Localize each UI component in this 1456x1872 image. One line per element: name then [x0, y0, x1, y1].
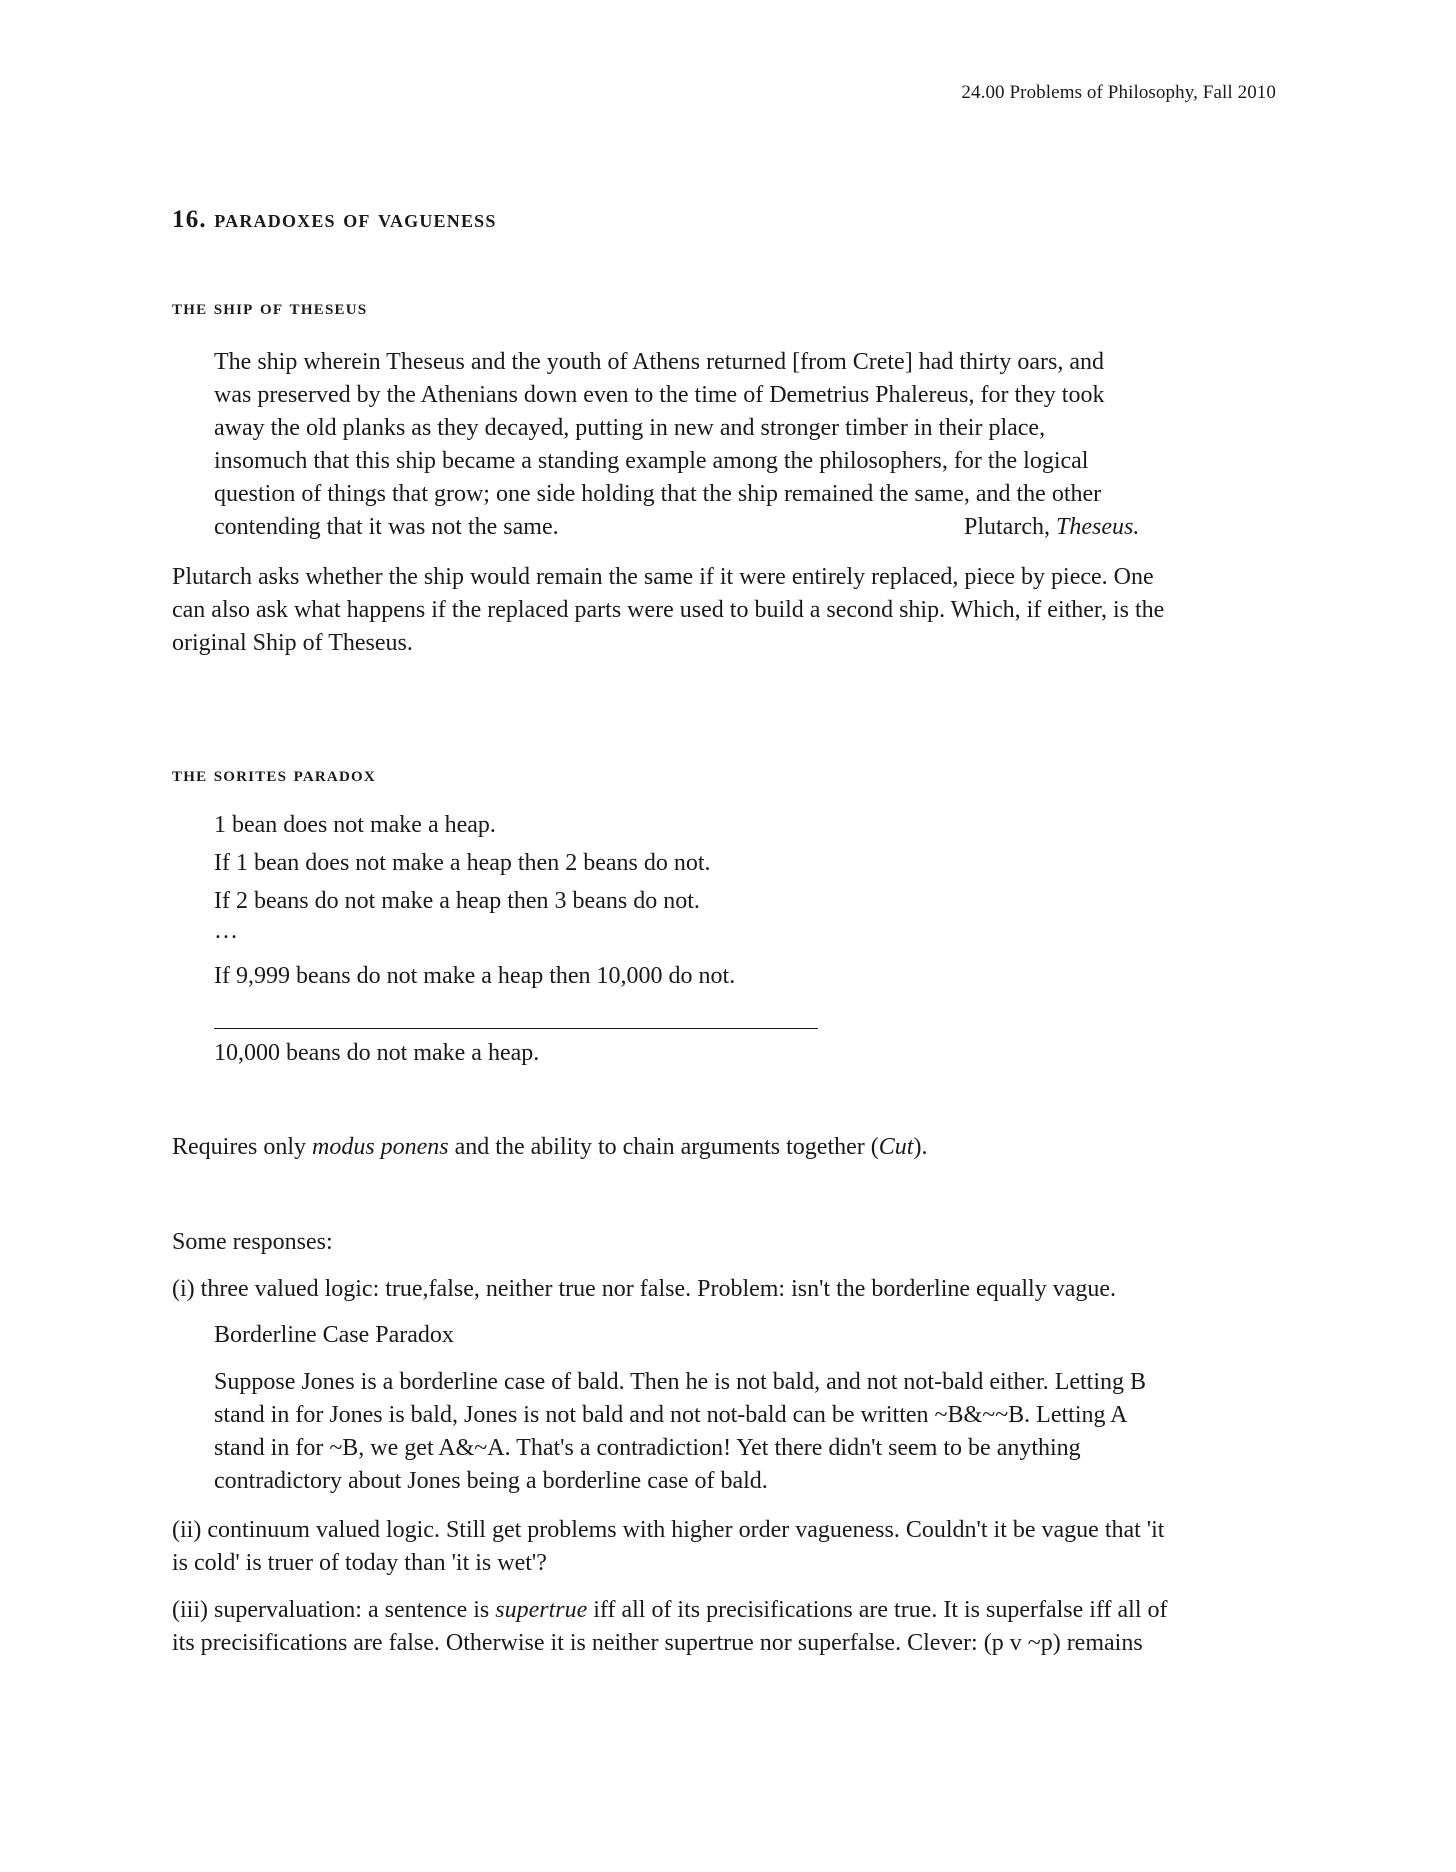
- modus-ponens-term: modus ponens: [311, 1134, 449, 1160]
- sorites-premise: If 9,999 beans do not make a heap then 10,000 do not.: [214, 963, 736, 989]
- sorites-premise: If 2 beans do not make a heap then 3 beans do not.: [214, 888, 700, 914]
- response-ii-line: (ii) continuum valued logic. Still get problems with higher order vagueness. Couldn't it be vague that 'it: [172, 1517, 1165, 1543]
- borderline-line: contradictory about Jones being a borderline case of bald.: [214, 1468, 768, 1494]
- sorites-ellipsis: …: [214, 918, 238, 944]
- supertrue-term: supertrue: [495, 1597, 588, 1623]
- plutarch-quote: [214, 346, 1254, 544]
- commentary-line: original Ship of Theseus.: [172, 630, 413, 656]
- citation-author: Plutarch,: [964, 514, 1056, 540]
- borderline-line: Suppose Jones is a borderline case of bald. Then he is not bald, and not not-bald either. Letting B: [214, 1369, 1147, 1395]
- quote-line: question of things that grow; one side holding that the ship remained the same, and the other: [214, 481, 1102, 507]
- cut-term: Cut: [878, 1134, 914, 1160]
- response-iii-line: [172, 1594, 1282, 1627]
- response-iii: [172, 1594, 1282, 1660]
- response-iii-text: (iii) supervaluation: a sentence is: [172, 1597, 496, 1623]
- quote-line: contending that it was not the same.: [214, 514, 559, 540]
- sorites-premise: 1 bean does not make a heap.: [214, 812, 496, 838]
- commentary-line: Plutarch asks whether the ship would remain the same if it were entirely replaced, piece by piece. One: [172, 564, 1154, 590]
- response-iii-line: its precisifications are false. Otherwise it is neither supertrue nor superfalse. Clever: (p v ~p) remains: [172, 1630, 1143, 1656]
- responses-heading: Some responses:: [172, 1229, 333, 1255]
- requires-text: and the ability to chain arguments together (: [448, 1134, 879, 1160]
- commentary-line: can also ask what happens if the replaced parts were used to build a second ship. Which, if either, is the: [172, 597, 1165, 623]
- quote-line: The ship wherein Theseus and the youth of Athens returned [from Crete] had thirty oars, and: [214, 349, 1104, 375]
- quote-line: insomuch that this ship became a standing example among the philosophers, for the logical: [214, 448, 1089, 474]
- response-i: (i) three valued logic: true,false, neither true nor false. Problem: isn't the borderline equally vague.: [172, 1276, 1116, 1302]
- section-heading-sorites: the sorites paradox: [172, 762, 376, 786]
- quote-citation: [964, 511, 1139, 544]
- borderline-line: stand in for ~B, we get A&~A. That's a contradiction! Yet there didn't seem to be anything: [214, 1435, 1081, 1461]
- response-ii-line: is cold' is truer of today than 'it is wet'?: [172, 1550, 547, 1576]
- borderline-paradox: [214, 1366, 1274, 1498]
- sorites-premise: If 1 bean does not make a heap then 2 beans do not.: [214, 850, 711, 876]
- section-heading-ship: the ship of theseus: [172, 295, 368, 319]
- requires-text: Requires only: [172, 1134, 312, 1160]
- conclusion-divider: [214, 1028, 818, 1029]
- borderline-line: stand in for Jones is bald, Jones is not bald and not not-bald can be written ~B&~~B. Letting A: [214, 1402, 1128, 1428]
- response-iii-text: iff all of its precisifications are true. It is superfalse iff all of: [587, 1597, 1168, 1623]
- page-title: 16. paradoxes of vagueness: [172, 206, 497, 233]
- response-ii: [172, 1514, 1282, 1580]
- borderline-title: Borderline Case Paradox: [214, 1322, 454, 1348]
- quote-line: was preserved by the Athenians down even to the time of Demetrius Phalereus, for they took: [214, 382, 1105, 408]
- quote-line: away the old planks as they decayed, putting in new and stronger timber in their place,: [214, 415, 1046, 441]
- requires-text: ).: [913, 1134, 928, 1160]
- sorites-conclusion: 10,000 beans do not make a heap.: [214, 1040, 540, 1066]
- citation-work: Theseus.: [1055, 514, 1140, 540]
- page-header: 24.00 Problems of Philosophy, Fall 2010: [961, 82, 1276, 103]
- ship-commentary: [172, 561, 1282, 660]
- requires-note: [172, 1131, 1282, 1164]
